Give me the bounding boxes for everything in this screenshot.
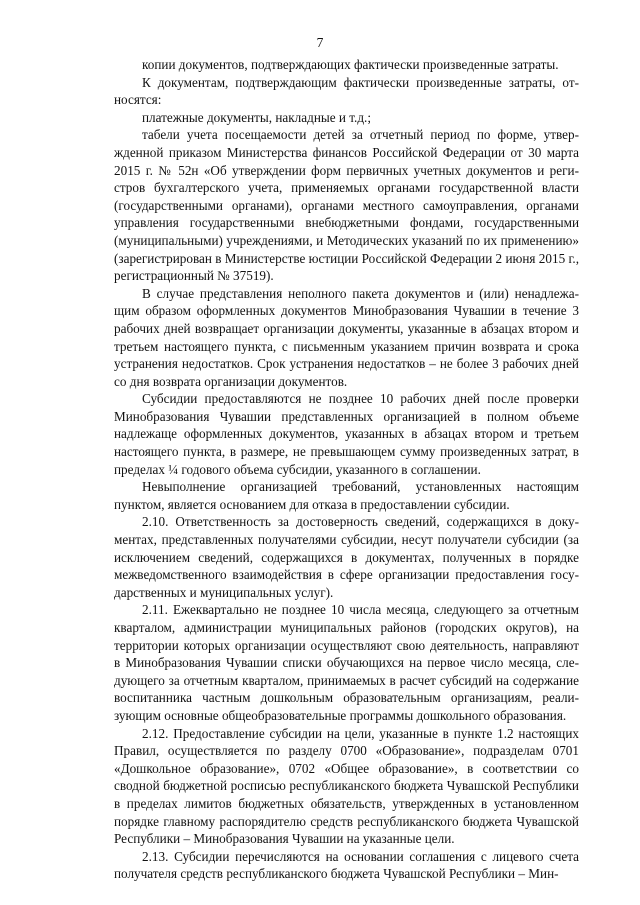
paragraph: 2.13. Субсидии перечисляются на основании соглашения с лицевого счета получателя средств республиканского бюджета Чувашской Республики – Мин- (114, 848, 579, 882)
paragraph: табели учета посещаемости детей за отчетный период по форме, утвержденной приказом Министерства финансов Российской Федерации от 30 марта 2015 г. № 52н «Об утверждении форм первичных учетных документов и регистров бухгалтерского учета, применяемых органами государственной власти (государственными органами), органами местного самоуправления, органами управления государственными внебюджетными фондами, государственными (муниципальными) учреждениями, и Методических указаний по их применению» (зарегистрирован в Министерстве юстиции Российской Федерации 2 июня 2015 г., регистрационный № 37519). (114, 127, 579, 284)
paragraph: К документам, подтверждающим фактически произведенные затраты, относятся: (114, 74, 579, 108)
paragraph: Невыполнение организацией требований, установленных настоящим пунктом, является основанием для отказа в предоставлении субсидии. (114, 479, 579, 512)
paragraph: В случае представления неполного пакета документов и (или) ненадлежащим образом оформленных документов Минобразования Чувашии в течение 3 рабочих дней возвращает организации документы, указанные в абзацах втором и третьем настоящего пункта, с письменным указанием причин возврата и срока устранения недостатков. Срок устранения недостатков – не более 3 рабочих дней со дня возврата организации документов. (114, 285, 579, 389)
paragraph: копии документов, подтверждающих фактически произведенные затраты. (142, 57, 559, 72)
paragraph: платежные документы, накладные и т.д.; (142, 109, 371, 125)
paragraph: 2.12. Предоставление субсидии на цели, указанные в пункте 1.2 настоящих Правил, осуществляется по разделу 0700 «Образование», подразделам 0701 «Дошкольное образование», 0702 «Общее образование», в соответствии со сводной бюджетной росписью республиканского бюджета Чувашской Республики в пределах лимитов бюджетных обязательств, утвержденных в установленном порядке главному распорядителю средств республиканского бюджета Чувашской Республики – Минобразования Чувашии на указанные цели. (114, 725, 579, 847)
paragraph: 2.11. Ежеквартально не позднее 10 числа месяца, следующего за отчетным кварталом, администрации муниципальных районов (городских округов), на территории которых организации осуществляют свою деятельность, направляют в Минобразования Чувашии списки обучающихся на первое число месяца, следующего за отчетным кварталом, принимаемых в расчет субсидий на содержание воспитанника частным дошкольным образовательным организациям, реализующим основные общеобразовательные программы дошкольного образования. (114, 602, 579, 723)
paragraph: 2.10. Ответственность за достоверность сведений, содержащихся в документах, представленных получателями субсидии, несут получатели субсидии (за исключением сведений, содержащихся в документах, полученных в порядке межведомственного взаимодействия в сфере организации предоставления государственных и муниципальных услуг). (114, 514, 579, 600)
paragraph: Субсидии предоставляются не позднее 10 рабочих дней после проверки Минобразования Чувашии представленных организацией в полном объеме надлежаще оформленных документов, указанных в абзацах втором и третьем настоящего пункта, в размере, не превышающем сумму произведенных затрат, в пределах ¼ годового объема субсидии, указанного в соглашении. (114, 391, 579, 477)
page-number: 7 (316, 35, 324, 50)
document-body (114, 56, 579, 883)
